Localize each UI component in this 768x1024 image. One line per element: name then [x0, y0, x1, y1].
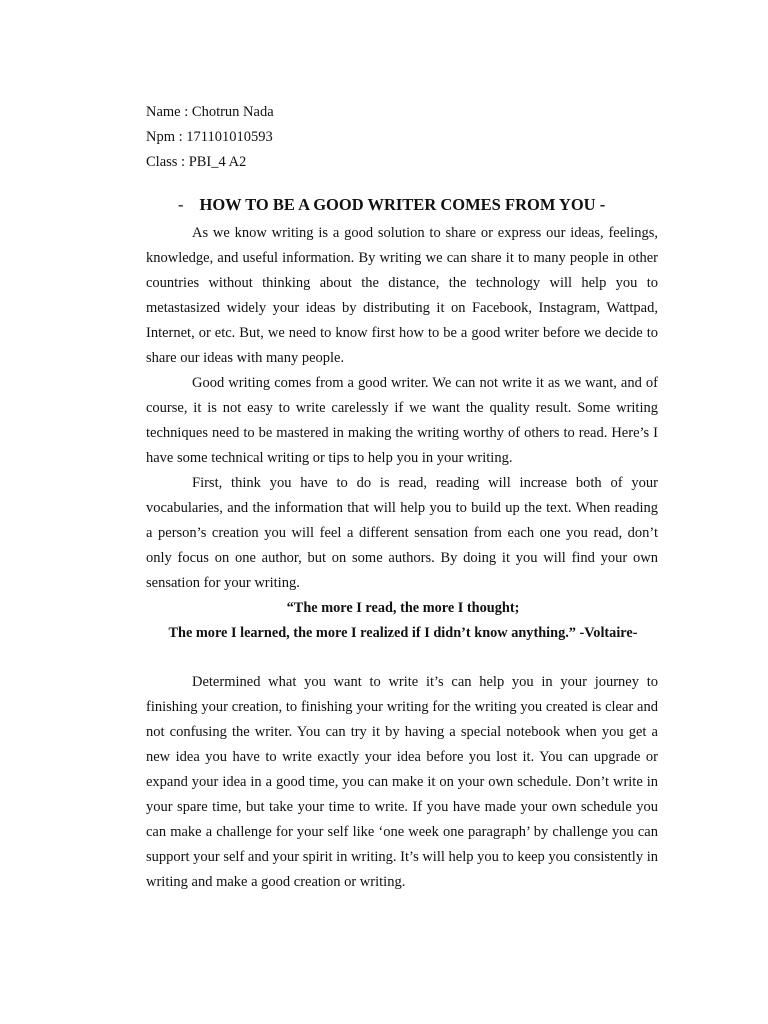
blank-line — [146, 646, 658, 670]
voltaire-quote — [142, 596, 664, 646]
paragraph-read-first: First, think you have to do is read, reading will increase both of your vocabularies, and the information that will help you to build up the text. When reading a person’s creation you will feel a different sensation from each one you read, don’t only focus on one author, but on some authors. By doing it you will find your own sensation for your writing. — [146, 475, 658, 591]
quote-line-2: The more I learned, the more I realized if I didn’t know anything.” -Voltaire- — [168, 625, 638, 641]
paragraph-determined: Determined what you want to write it’s can help you in your journey to finishing your creation, to finishing your writing for the writing you created is clear and not confusing the writer. You can try it by having a special notebook when you get a new idea you have to write exactly your idea before you lost it. You can upgrade or expand your idea in a good time, you can make it on your own schedule. Don’t write in your spare time, but take your time to write. If you have made your own schedule you can make a challenge for your self like ‘one week one paragraph’ by challenge you can support your self and your spirit in writing. It’s will help you to keep you consistently in writing and make a good creation or writing. — [146, 674, 658, 890]
student-class: Class : PBI_4 A2 — [146, 154, 247, 170]
document-page — [146, 100, 658, 895]
student-name: Name : Chotrun Nada — [146, 104, 274, 120]
paragraph-good-writing: Good writing comes from a good writer. We can not write it as we want, and of course, it is not easy to write carelessly if we want the quality result. Some writing techniques need to be mastered in making the writing worthy of others to read. Here’s I have some technical writing or tips to help you in your writing. — [146, 375, 658, 466]
title-text: HOW TO BE A GOOD WRITER COMES FROM YOU - — [199, 195, 606, 214]
essay-title — [146, 193, 658, 221]
title-dash: - — [178, 195, 184, 214]
paragraph-intro: As we know writing is a good solution to share or express our ideas, feelings, knowledge, and useful information. By writing we can share it to many people in other countries without thinking about the distance, the technology will help you to metastasized widely your ideas by distributing it on Facebook, Instagram, Wattpad, Internet, or etc. But, we need to know first how to be a good writer before we decide to share our ideas with many people. — [146, 225, 658, 366]
quote-line-1: “The more I read, the more I thought; — [286, 600, 520, 616]
student-npm: Npm : 171101010593 — [146, 129, 273, 145]
